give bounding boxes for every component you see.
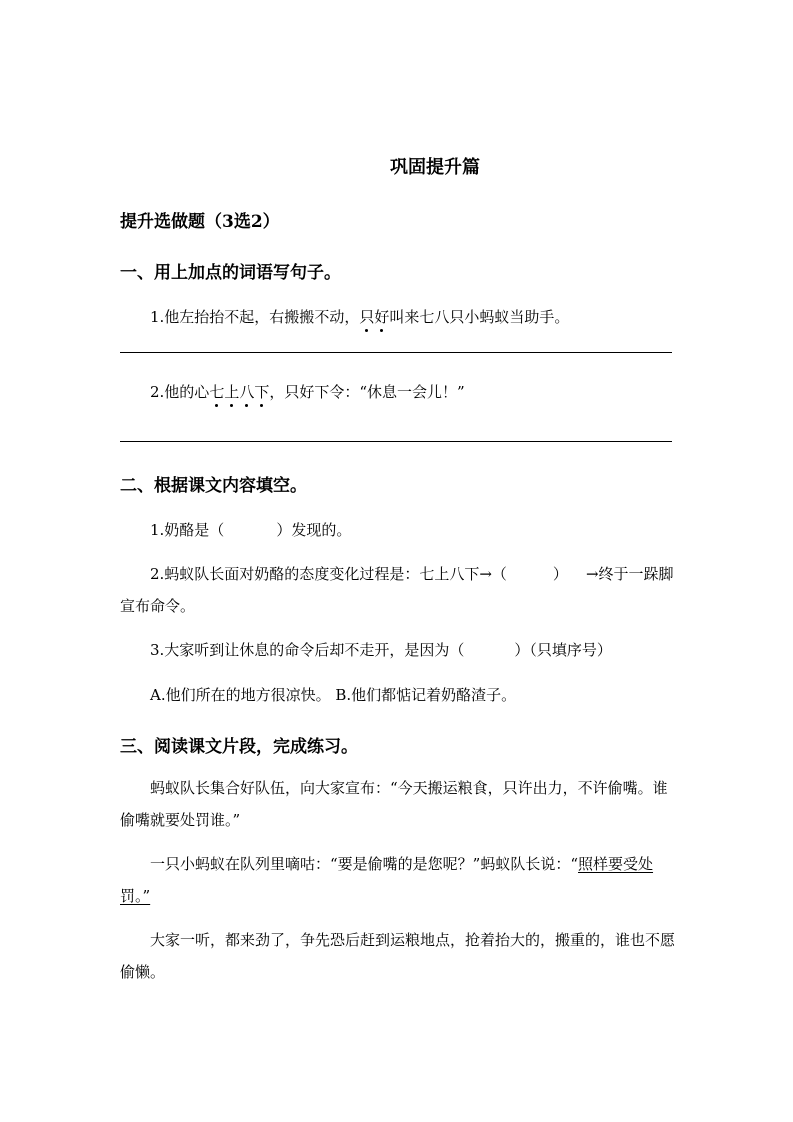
- paren-open: （: [491, 565, 507, 583]
- subtitle: 提升选做题（3选2）: [120, 212, 280, 232]
- answer-line-1[interactable]: [120, 352, 672, 353]
- page-title: 巩固提升篇: [390, 157, 480, 178]
- section3-heading: 三、阅读课文片段，完成练习。: [120, 737, 358, 757]
- section3-paragraph3: 大家一听，都来劲了，争先恐后赶到运粮地点，抢着抬大的，搬重的，谁也不愿偷懒。: [120, 931, 676, 981]
- section3-paragraph2: [120, 848, 676, 912]
- section1-question1: [150, 306, 569, 327]
- dotted-char: 好: [374, 308, 390, 326]
- answer-line-2[interactable]: [120, 441, 672, 442]
- section2-question3: [150, 639, 612, 660]
- section1-heading: 一、用上加点的词语写句子。: [120, 263, 341, 283]
- section3-para2-pre: 一只小蚂蚁在队列里嘀咕：“要是偷嘴的是您呢？”蚂蚁队长说：“: [150, 855, 579, 873]
- arrow-icon: →: [585, 565, 599, 583]
- section1-question2: [150, 381, 465, 402]
- section1-q2-pre: 2.他的心: [150, 383, 210, 401]
- section2-question2: [120, 558, 676, 622]
- section2-q1-post: ）发现的。: [276, 521, 352, 539]
- section2-question1: [150, 519, 351, 540]
- section2-heading: 二、根据课文内容填空。: [120, 476, 307, 496]
- underlined-text: 照样要受处罚。”: [120, 855, 654, 905]
- dotted-char: 七: [209, 383, 225, 401]
- arrow-icon: →: [479, 565, 492, 583]
- dotted-char: 只: [359, 308, 375, 326]
- section2-q1-pre: 1.奶酪是（: [150, 521, 225, 539]
- section1-q1-post: 叫来七八只小蚂蚁当助手。: [389, 308, 570, 326]
- dotted-char: 上: [224, 383, 240, 401]
- section2-q3-post: ）（只填序号）: [514, 641, 612, 659]
- dotted-char: 八: [239, 383, 255, 401]
- section2-options: A.他们所在的地方很凉快。 B.他们都惦记着奶酪渣子。: [150, 686, 517, 704]
- section2-q3-pre: 3.大家听到让休息的命令后却不走开，是因为（: [150, 641, 465, 659]
- section2-q2-post: 终于一跺脚宣布命令。: [120, 565, 674, 615]
- section2-q2-pre: 2.蚂蚁队长面对奶酪的态度变化过程是：七上八下: [150, 565, 480, 583]
- section1-q1-pre: 1.他左抬抬不起，右搬搬不动，: [150, 308, 360, 326]
- paren-close: ）: [552, 565, 568, 583]
- section1-q2-post: ，只好下令：“休息一会儿！”: [269, 383, 465, 401]
- section3-paragraph1: 蚂蚁队长集合好队伍，向大家宣布：“今天搬运粮食，只许出力，不许偷嘴。谁偷嘴就要处罚谁。”: [120, 779, 668, 829]
- dotted-char: 下: [254, 383, 270, 401]
